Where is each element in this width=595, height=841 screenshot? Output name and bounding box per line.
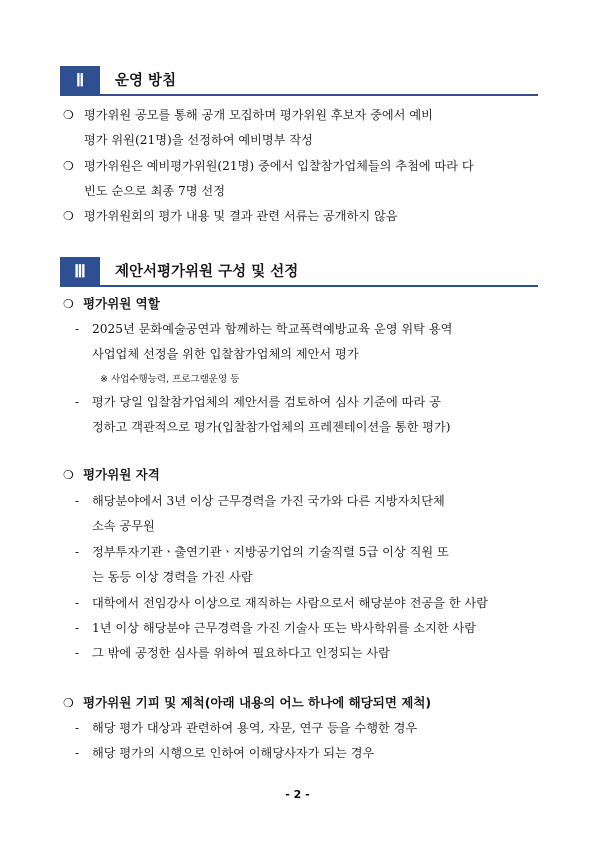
dash-bullet: - xyxy=(75,646,80,660)
dash-bullet: - xyxy=(75,721,80,735)
qualification-heading: 평가위원 자격 xyxy=(83,467,160,482)
section-2-item-3-line-1: 평가위원회의 평가 내용 및 결과 관련 서류는 공개하지 않음 xyxy=(84,209,398,223)
section-2-number: Ⅱ xyxy=(60,66,100,96)
exclusion-item-2: 해당 평가의 시행으로 인하여 이해당사자가 되는 경우 xyxy=(92,746,375,760)
circle-bullet-icon: ❍ xyxy=(63,468,74,482)
qualification-item-2-line-2: 는 동등 이상 경력을 가진 사람 xyxy=(92,570,253,584)
page-number: - 2 - xyxy=(285,788,310,801)
circle-bullet-icon: ❍ xyxy=(63,297,74,311)
section-3-title: 제안서평가위원 구성 및 선정 xyxy=(115,264,299,280)
qualification-item-5: 그 밖에 공정한 심사를 위하여 필요하다고 인정되는 사람 xyxy=(92,646,390,660)
dash-bullet: - xyxy=(75,494,80,508)
dash-bullet: - xyxy=(75,621,80,635)
qualification-item-4: 1년 이상 해당분야 근무경력을 가진 기술사 또는 박사학위를 소지한 사람 xyxy=(92,621,477,635)
qualification-item-2-line-1: 정부투자기관ㆍ출연기관ㆍ지방공기업의 기술직렬 5급 이상 직원 또 xyxy=(92,545,449,559)
section-3-number: Ⅲ xyxy=(60,257,100,287)
role-item-1-line-2: 사업업체 선정을 위한 입찰참가업체의 제안서 평가 xyxy=(92,347,359,361)
qualification-item-3: 대학에서 전임강사 이상으로 재직하는 사람으로서 해당분야 전공을 한 사람 xyxy=(92,596,488,610)
qualification-item-1-line-2: 소속 공무원 xyxy=(92,519,155,533)
qualification-item-1-line-1: 해당분야에서 3년 이상 근무경력을 가진 국가와 다른 지방자치단체 xyxy=(92,494,445,508)
exclusion-heading: 평가위원 기피 및 제척(아래 내용의 어느 하나에 해당되면 제척) xyxy=(83,695,432,710)
section-2-item-2-line-2: 빈도 순으로 최종 7명 선정 xyxy=(84,184,225,198)
section-2-header xyxy=(60,66,538,96)
section-3-header xyxy=(60,257,538,287)
role-item-2-line-1: 평가 당일 입찰참가업체의 제안서를 검토하여 심사 기준에 따라 공 xyxy=(92,395,441,409)
dash-bullet: - xyxy=(75,746,80,760)
section-2-rule xyxy=(100,94,538,96)
circle-bullet-icon: ❍ xyxy=(63,696,74,710)
role-note: ※ 사업수행능력, 프로그램운영 등 xyxy=(100,374,240,385)
dash-bullet: - xyxy=(75,596,80,610)
role-item-1-line-1: 2025년 문화예술공연과 함께하는 학교폭력예방교육 운영 위탁 용역 xyxy=(92,322,453,336)
section-3-rule xyxy=(100,285,538,287)
dash-bullet: - xyxy=(75,322,80,336)
dash-bullet: - xyxy=(75,395,80,409)
section-2-item-2-line-1: 평가위원은 예비평가위원(21명) 중에서 입찰참가업체들의 추첨에 따라 다 xyxy=(84,159,474,173)
role-item-2-line-2: 정하고 객관적으로 평가(입찰참가업체의 프레젠테이션을 통한 평가) xyxy=(92,420,451,434)
dash-bullet: - xyxy=(75,545,80,559)
role-heading: 평가위원 역할 xyxy=(83,296,160,311)
section-2-title: 운영 방침 xyxy=(115,73,177,89)
circle-bullet-icon: ❍ xyxy=(63,159,74,173)
circle-bullet-icon: ❍ xyxy=(63,108,74,122)
exclusion-item-1: 해당 평가 대상과 관련하여 용역, 자문, 연구 등을 수행한 경우 xyxy=(92,721,418,735)
section-2-item-1-line-1: 평가위원 공모를 통해 공개 모집하며 평가위원 후보자 중에서 예비 xyxy=(84,108,433,122)
circle-bullet-icon: ❍ xyxy=(63,209,74,223)
section-2-item-1-line-2: 평가 위원(21명)을 선정하여 예비명부 작성 xyxy=(84,133,313,147)
